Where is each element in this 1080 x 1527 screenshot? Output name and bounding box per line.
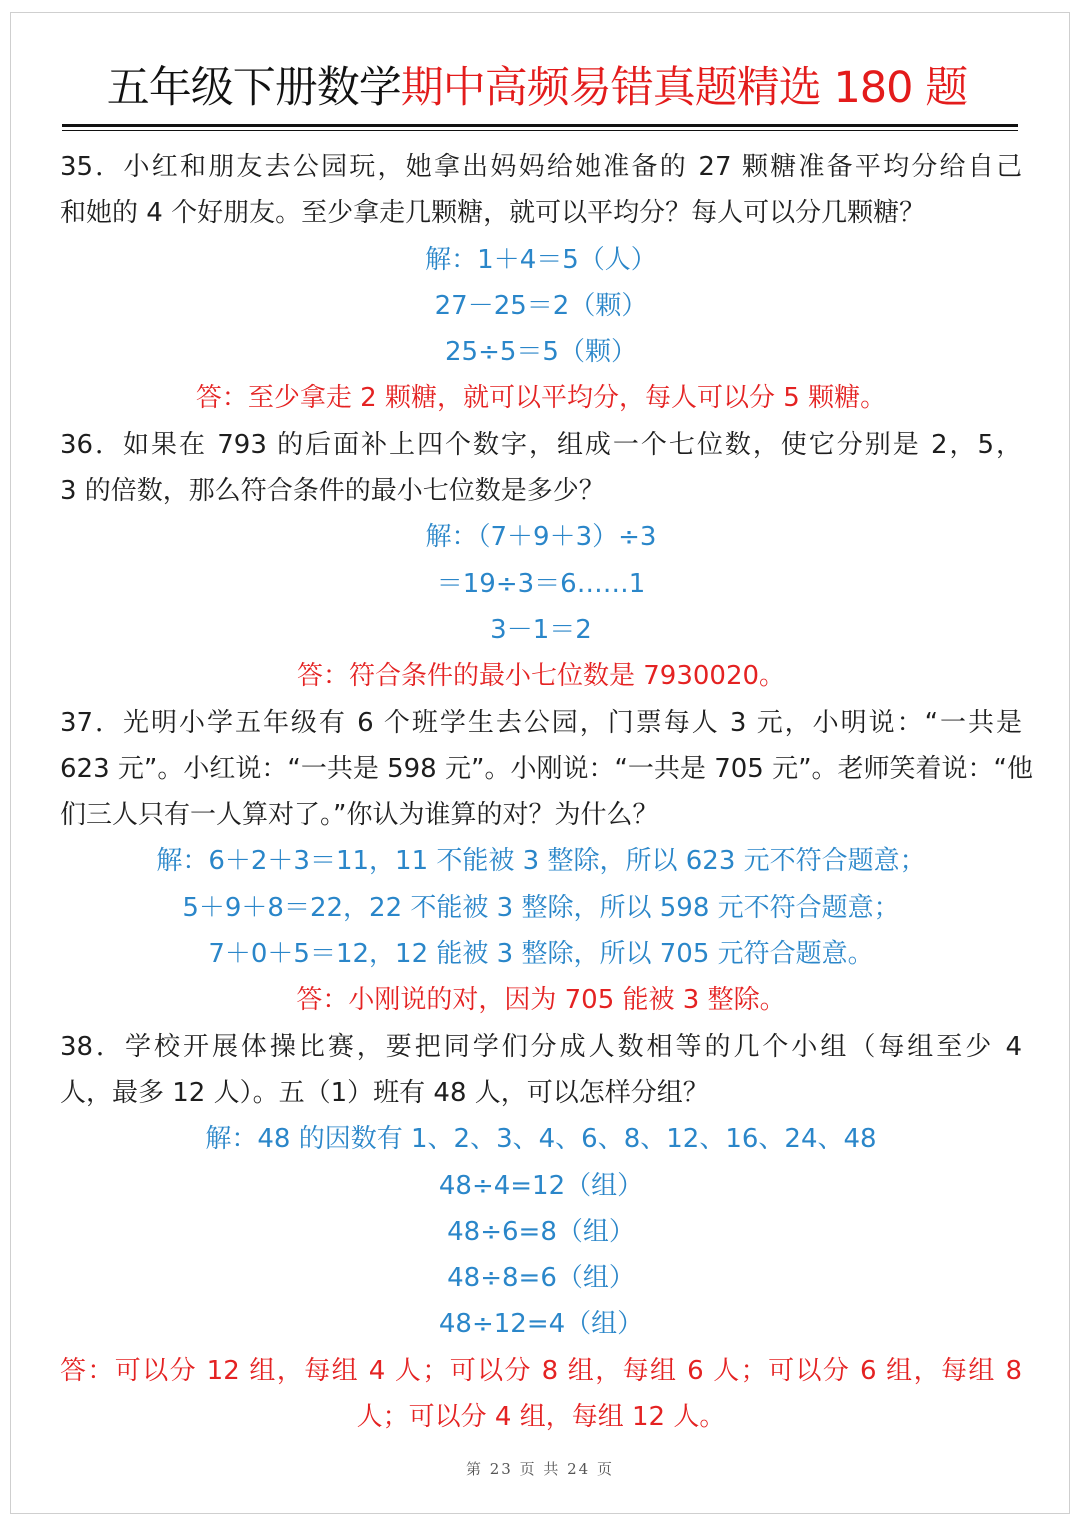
- question-line: 623 元”。小红说：“一共是 598 元”。小刚说：“一共是 705 元”。老师笑着说：“他: [60, 753, 1034, 784]
- question-line: 38．学校开展体操比赛，要把同学们分成人数相等的几个小组（每组至少 4: [60, 1031, 1022, 1062]
- answer-line: 答：小刚说的对，因为 705 能被 3 整除。: [296, 985, 786, 1016]
- question-line: 37．光明小学五年级有 6 个班学生去公园，门票每人 3 元，小明说：“一共是: [60, 707, 1022, 738]
- solution-line: 5＋9＋8＝22，22 不能被 3 整除，所以 598 元不符合题意；: [182, 892, 900, 923]
- problem-37: [60, 700, 1034, 1024]
- solution-line: 解：（7＋9＋3）÷3: [425, 522, 657, 553]
- solution-line: 48÷4=12（组）: [438, 1170, 644, 1201]
- solution-line: 48÷8=6（组）: [447, 1263, 635, 1294]
- question-line: 36．如果在 793 的后面补上四个数字，组成一个七位数，使它分别是 2，5，: [60, 429, 1022, 460]
- problem-36: [60, 422, 1022, 700]
- problem-35: [60, 144, 1022, 422]
- solution-line: 25÷5＝5（颗）: [445, 337, 637, 368]
- solution-line: 3－1＝2: [490, 614, 592, 645]
- solution-line: 解：1＋4＝5（人）: [425, 244, 657, 275]
- question-line: 3 的倍数，那么符合条件的最小七位数是多少？: [60, 476, 605, 507]
- solution-line: ＝19÷3＝6……1: [436, 568, 646, 599]
- question-line: 人，最多 12 人）。五（1）班有 48 人，可以怎样分组？: [60, 1077, 709, 1108]
- answer-line: 答：至少拿走 2 颗糖，就可以平均分，每人可以分 5 颗糖。: [195, 383, 887, 414]
- title-underline-thick: [62, 124, 1018, 127]
- answer-line: 答：符合条件的最小七位数是 7930020。: [296, 661, 786, 692]
- solution-line: 解：48 的因数有 1、2、3、4、6、8、12、16、24、48: [205, 1124, 877, 1155]
- title-black-part: 五年级下册数学: [106, 63, 401, 113]
- title-underline-thin: [62, 130, 1018, 131]
- solution-line: 解：6＋2＋3＝11，11 不能被 3 整除，所以 623 元不符合题意；: [156, 846, 926, 877]
- page-number: 第 23 页 共 24 页: [465, 1460, 614, 1478]
- problem-list: [60, 144, 1034, 1440]
- solution-line: 48÷6=8（组）: [447, 1216, 635, 1247]
- question-line: 和她的 4 个好朋友。至少拿走几颗糖，就可以平均分？每人可以分几颗糖？: [60, 198, 926, 229]
- page-title: [54, 60, 1020, 116]
- title-red-part: 期中高频易错真题精选 180 题: [400, 63, 968, 113]
- question-line: 35．小红和朋友去公园玩，她拿出妈妈给她准备的 27 颗糖准备平均分给自己: [60, 152, 1022, 182]
- solution-line: 48÷12=4（组）: [438, 1309, 644, 1340]
- answer-line: 人；可以分 4 组，每组 12 人。: [356, 1402, 726, 1433]
- answer-line: 答：可以分 12 组，每组 4 人；可以分 8 组，每组 6 人；可以分 6 组，每组 8: [60, 1355, 1022, 1386]
- problem-38: [60, 1024, 1022, 1441]
- solution-line: 27－25＝2（颗）: [434, 290, 648, 321]
- question-line: 们三人只有一人算对了。”你认为谁算的对？为什么？: [60, 800, 659, 831]
- solution-line: 7＋0＋5＝12，12 能被 3 整除，所以 705 元符合题意。: [208, 939, 874, 970]
